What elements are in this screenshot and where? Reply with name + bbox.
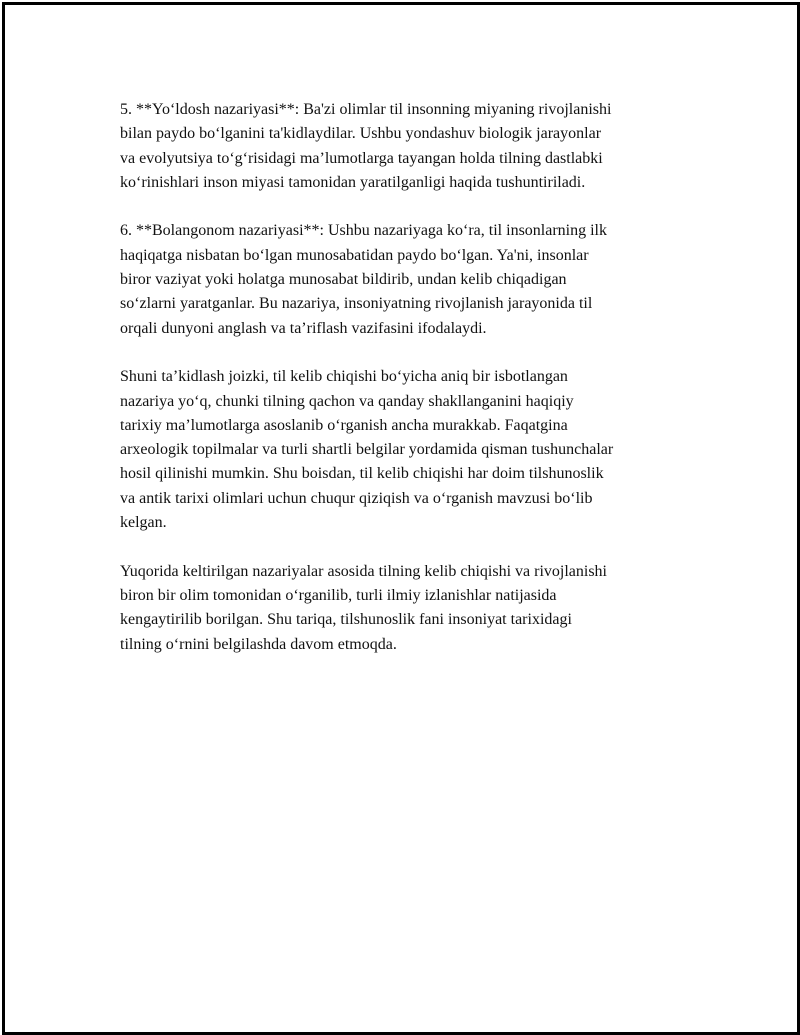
text-line: biron bir olim tomonidan o‘rganilib, turli ilmiy izlanishlar natijasida — [120, 586, 557, 604]
text-line: bilan paydo bo‘lganini ta'kidlaydilar. Ushbu yondashuv biologik jarayonlar — [120, 125, 602, 143]
text-line: Yuqorida keltirilgan nazariyalar asosida tilning kelib chiqishi va rivojlanishi — [120, 562, 607, 580]
text-line: haqiqatga nisbatan bo‘lgan munosabatidan paydo bo‘lgan. Ya'ni, insonlar — [120, 246, 589, 264]
text-line: Shuni ta’kidlash joizki, til kelib chiqishi bo‘yicha aniq bir isbotlangan — [120, 368, 568, 386]
text-line: 5. **Yo‘ldosh nazariyasi**: Ba'zi olimlar til insonning miyaning rivojlanishi — [120, 101, 612, 118]
document-body — [120, 98, 700, 681]
paragraph-no-proven-theory — [120, 365, 700, 535]
paragraph-yoldosh-theory — [120, 98, 700, 195]
text-line: so‘zlarni yaratganlar. Bu nazariya, insoniyatning rivojlanish jarayonida til — [120, 295, 593, 313]
text-line: tilning o‘rnini belgilashda davom etmoqda. — [120, 635, 397, 653]
text-line: ko‘rinishlari inson miyasi tamonidan yaratilganligi haqida tushuntiriladi. — [120, 173, 586, 191]
text-line: hosil qilinishi mumkin. Shu boisdan, til kelib chiqishi har doim tilshunoslik — [120, 465, 604, 483]
text-line: orqali dunyoni anglash va ta’riflash vazifasini ifodalaydi. — [120, 319, 487, 337]
text-line: va antik tarixi olimlari uchun chuqur qiziqish va o‘rganish mavzusi bo‘lib — [120, 489, 593, 507]
text-line: tarixiy ma’lumotlarga asoslanib o‘rganish ancha murakkab. Faqatgina — [120, 416, 568, 434]
paragraph-conclusion — [120, 560, 700, 657]
text-line: kengaytirilib borilgan. Shu tariqa, tilshunoslik fani insoniyat tarixidagi — [120, 611, 572, 629]
text-line: arxeologik topilmalar va turli shartli belgilar yordamida qisman tushunchalar — [120, 441, 614, 459]
text-line: kelgan. — [120, 514, 167, 532]
text-line: 6. **Bolangonom nazariyasi**: Ushbu nazariyaga ko‘ra, til insonlarning ilk — [120, 222, 607, 240]
text-line: nazariya yo‘q, chunki tilning qachon va qanday shakllanganini haqiqiy — [120, 392, 574, 410]
paragraph-bolangonom-theory — [120, 219, 700, 340]
text-line: va evolyutsiya to‘g‘risidagi ma’lumotlarga tayangan holda tilning dastlabki — [120, 149, 603, 167]
text-line: biror vaziyat yoki holatga munosabat bildirib, undan kelib chiqadigan — [120, 271, 567, 289]
page-frame — [2, 2, 800, 1035]
